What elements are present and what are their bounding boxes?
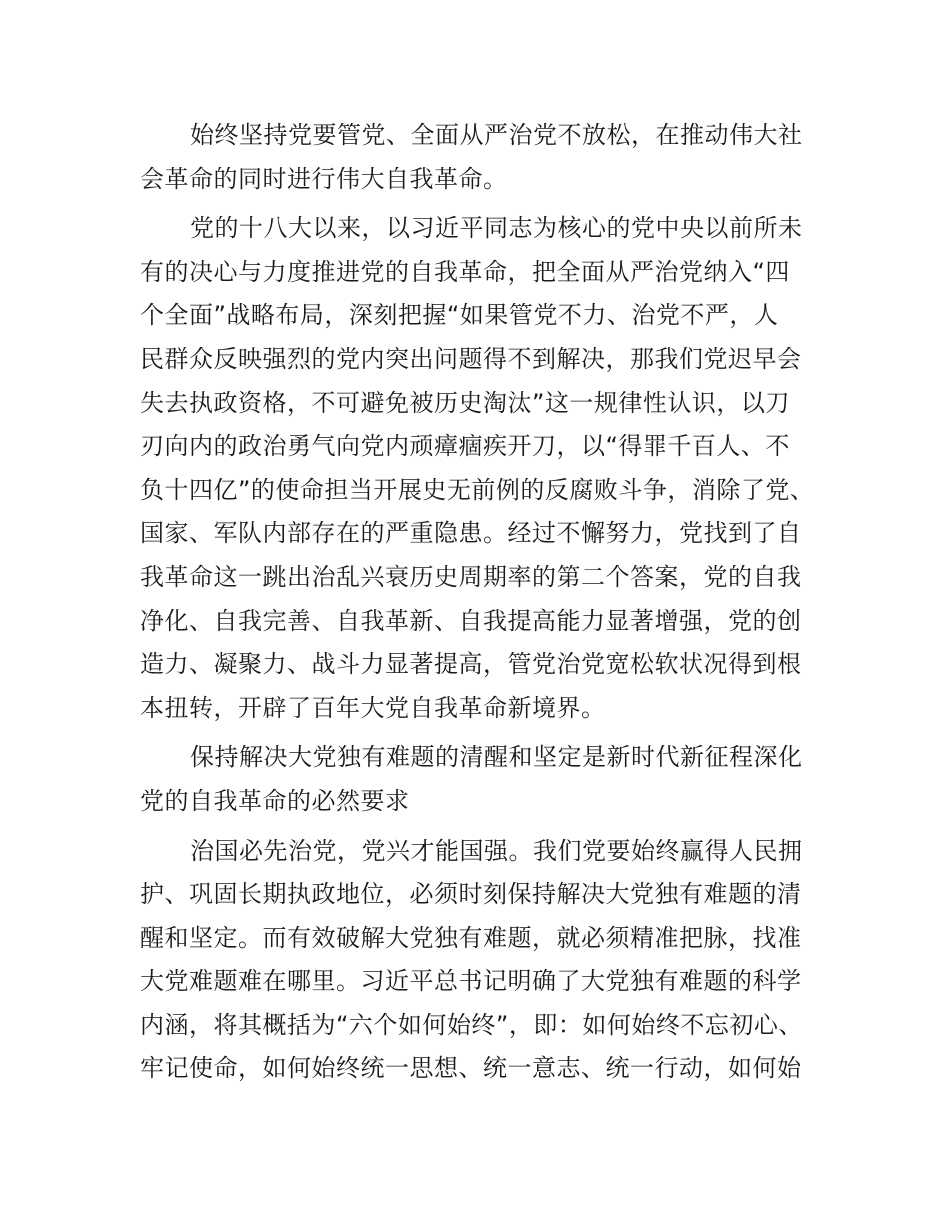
text-line: 内涵，将其概括为“六个如何始终”，即：如何始终不忘初心、 (140, 1010, 803, 1039)
text-line: 造力、凝聚力、战斗力显著提高，管党治党宽松软状况得到根 (140, 650, 802, 679)
text-line: 党的自我革命的必然要求 (140, 786, 410, 815)
text-line: 牢记使命，如何始终统一思想、统一意志、统一行动，如何始 (140, 1054, 802, 1083)
paragraph-2 (140, 207, 820, 730)
text-line: 本扭转，开辟了百年大党自我革命新境界。 (140, 693, 606, 722)
paragraph-1 (140, 114, 820, 201)
text-line: 有的决心与力度推进党的自我革命，把全面从严治党纳入“四 (140, 257, 790, 286)
text-line: 国家、军队内部存在的严重隐患。经过不懈努力，党找到了自 (140, 519, 802, 548)
text-line: 治国必先治党，党兴才能国强。我们党要始终赢得人民拥 (190, 836, 803, 865)
text-line: 护、巩固长期执政地位，必须时刻保持解决大党独有难题的清 (140, 880, 802, 909)
text-line: 刃向内的政治勇气向党内顽瘴痼疾开刀，以“得罪千百人、不 (140, 432, 790, 461)
document-body (140, 114, 820, 1091)
text-line: 始终坚持党要管党、全面从严治党不放松，在推动伟大社 (190, 121, 803, 149)
text-line: 负十四亿”的使命担当开展史无前例的反腐败斗争，消除了党、 (140, 475, 815, 504)
text-line: 我革命这一跳出治乱兴衰历史周期率的第二个答案，党的自我 (140, 562, 802, 591)
text-line: 会革命的同时进行伟大自我革命。 (140, 164, 508, 193)
text-line: 大党难题难在哪里。习近平总书记明确了大党独有难题的科学 (140, 967, 802, 996)
text-line: 醒和坚定。而有效破解大党独有难题，就必须精准把脉，找准 (140, 923, 802, 952)
text-line: 净化、自我完善、自我革新、自我提高能力显著增强，党的创 (140, 606, 802, 635)
text-line: 保持解决大党独有难题的清醒和坚定是新时代新征程深化 (190, 743, 803, 772)
paragraph-3-heading (140, 736, 820, 823)
text-line: 失去执政资格，不可避免被历史淘汰”这一规律性认识，以刀 (140, 388, 790, 417)
text-line: 个全面”战略布局，深刻把握“如果管党不力、治党不严，人 (140, 301, 779, 330)
paragraph-4 (140, 830, 820, 1092)
text-line: 党的十八大以来，以习近平同志为核心的党中央以前所未 (190, 214, 803, 243)
text-line: 民群众反映强烈的党内突出问题得不到解决，那我们党迟早会 (140, 344, 802, 373)
